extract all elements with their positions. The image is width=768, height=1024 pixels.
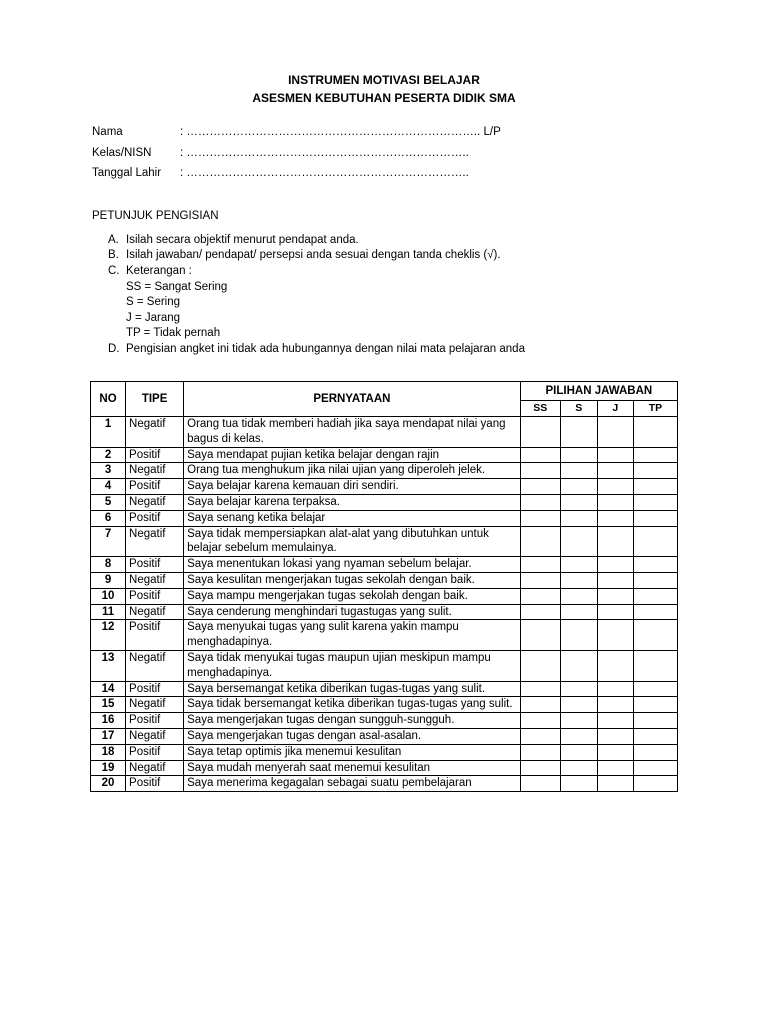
- instruction-letter: D.: [108, 342, 120, 355]
- row-statement: Saya menerima kegagalan sebagai suatu pembelajaran: [184, 776, 521, 792]
- row-type: Positif: [126, 620, 184, 651]
- answer-cell-ss[interactable]: [520, 697, 560, 713]
- table-row: [91, 681, 678, 697]
- table-row: [91, 713, 678, 729]
- row-statement: Saya tidak menyukai tugas maupun ujian meskipun mampu menghadapinya.: [184, 650, 521, 681]
- row-type: Positif: [126, 681, 184, 697]
- row-number: 5: [91, 494, 126, 510]
- answer-cell-s[interactable]: [560, 572, 597, 588]
- row-number: 13: [91, 650, 126, 681]
- row-statement: Saya tidak bersemangat ketika diberikan tugas-tugas yang sulit.: [184, 697, 521, 713]
- answer-cell-ss[interactable]: [520, 728, 560, 744]
- instruction-text: Pengisian angket ini tidak ada hubungannya dengan nilai mata pelajaran anda: [126, 342, 525, 355]
- answer-cell-j[interactable]: [597, 620, 633, 651]
- answer-cell-s[interactable]: [560, 604, 597, 620]
- answer-cell-tp[interactable]: [633, 557, 677, 573]
- row-number: 3: [91, 463, 126, 479]
- row-type: Negatif: [126, 697, 184, 713]
- answer-cell-tp[interactable]: [633, 572, 677, 588]
- header-option-tp: TP: [633, 401, 677, 417]
- answer-cell-j[interactable]: [597, 760, 633, 776]
- answer-cell-ss[interactable]: [520, 650, 560, 681]
- row-number: 7: [91, 526, 126, 557]
- answer-cell-ss[interactable]: [520, 744, 560, 760]
- answer-cell-s[interactable]: [560, 463, 597, 479]
- table-row: [91, 760, 678, 776]
- row-statement: Saya mampu mengerjakan tugas sekolah dengan baik.: [184, 588, 521, 604]
- answer-cell-tp[interactable]: [633, 697, 677, 713]
- answer-cell-j[interactable]: [597, 494, 633, 510]
- row-number: 19: [91, 760, 126, 776]
- identity-label: Kelas/NISN: [92, 146, 152, 159]
- answer-cell-j[interactable]: [597, 604, 633, 620]
- answer-cell-j[interactable]: [597, 510, 633, 526]
- identity-label: Nama: [92, 126, 123, 139]
- row-number: 12: [91, 620, 126, 651]
- answer-cell-s[interactable]: [560, 588, 597, 604]
- answer-cell-ss[interactable]: [520, 776, 560, 792]
- answer-cell-s[interactable]: [560, 744, 597, 760]
- row-number: 15: [91, 697, 126, 713]
- answer-cell-j[interactable]: [597, 572, 633, 588]
- row-number: 4: [91, 479, 126, 495]
- answer-cell-tp[interactable]: [633, 728, 677, 744]
- row-statement: Saya mudah menyerah saat menemui kesulitan: [184, 760, 521, 776]
- answer-cell-tp[interactable]: [633, 526, 677, 557]
- header-option-s: S: [560, 401, 597, 417]
- header-pernyataan: PERNYATAAN: [184, 382, 521, 417]
- answer-cell-s[interactable]: [560, 494, 597, 510]
- answer-cell-s[interactable]: [560, 681, 597, 697]
- header-option-ss: SS: [520, 401, 560, 417]
- table-row: [91, 728, 678, 744]
- table-row: [91, 604, 678, 620]
- row-statement: Saya senang ketika belajar: [184, 510, 521, 526]
- row-type: Negatif: [126, 417, 184, 448]
- answer-cell-ss[interactable]: [520, 620, 560, 651]
- row-type: Negatif: [126, 526, 184, 557]
- row-statement: Orang tua menghukum jika nilai ujian yang diperoleh jelek.: [184, 463, 521, 479]
- instructions-heading: PETUNJUK PENGISIAN: [92, 210, 219, 222]
- row-statement: Orang tua tidak memberi hadiah jika saya mendapat nilai yang bagus di kelas.: [184, 417, 521, 448]
- answer-cell-s[interactable]: [560, 713, 597, 729]
- answer-cell-tp[interactable]: [633, 681, 677, 697]
- answer-cell-tp[interactable]: [633, 479, 677, 495]
- answer-cell-s[interactable]: [560, 510, 597, 526]
- instruction-text: Isilah jawaban/ pendapat/ persepsi anda sesuai dengan tanda cheklis (√).: [126, 249, 501, 262]
- table-row: [91, 526, 678, 557]
- row-number: 1: [91, 417, 126, 448]
- row-number: 8: [91, 557, 126, 573]
- identity-row-kelas: [92, 143, 501, 164]
- answer-cell-tp[interactable]: [633, 447, 677, 463]
- row-number: 6: [91, 510, 126, 526]
- answer-cell-j[interactable]: [597, 479, 633, 495]
- answer-cell-s[interactable]: [560, 479, 597, 495]
- row-statement: Saya cenderung menghindari tugastugas yang sulit.: [184, 604, 521, 620]
- birth-date-field[interactable]: : ………………………………………………………………..: [180, 167, 469, 180]
- class-nisn-field[interactable]: : ………………………………………………………………..: [180, 146, 469, 159]
- answer-cell-s[interactable]: [560, 557, 597, 573]
- answer-cell-ss[interactable]: [520, 588, 560, 604]
- answer-cell-j[interactable]: [597, 557, 633, 573]
- answer-cell-tp[interactable]: [633, 417, 677, 448]
- answer-cell-j[interactable]: [597, 447, 633, 463]
- row-number: 11: [91, 604, 126, 620]
- instruction-letter: B.: [108, 249, 119, 262]
- answer-cell-j[interactable]: [597, 526, 633, 557]
- instruction-letter: C.: [108, 264, 120, 277]
- answer-cell-j[interactable]: [597, 697, 633, 713]
- answer-cell-j[interactable]: [597, 728, 633, 744]
- answer-cell-tp[interactable]: [633, 510, 677, 526]
- answer-cell-s[interactable]: [560, 526, 597, 557]
- row-statement: Saya mendapat pujian ketika belajar dengan rajin: [184, 447, 521, 463]
- table-row: [91, 697, 678, 713]
- answer-cell-j[interactable]: [597, 417, 633, 448]
- row-type: Negatif: [126, 650, 184, 681]
- table-row: [91, 776, 678, 792]
- row-number: 10: [91, 588, 126, 604]
- answer-cell-ss[interactable]: [520, 463, 560, 479]
- instruction-text: Keterangan :: [126, 264, 192, 277]
- answer-cell-j[interactable]: [597, 588, 633, 604]
- identity-label: Tanggal Lahir: [92, 167, 162, 180]
- row-number: 17: [91, 728, 126, 744]
- answer-cell-tp[interactable]: [633, 494, 677, 510]
- answer-cell-ss[interactable]: [520, 572, 560, 588]
- table-row: [91, 510, 678, 526]
- row-type: Positif: [126, 776, 184, 792]
- table-row: [91, 572, 678, 588]
- questionnaire-table: [90, 381, 678, 792]
- name-field[interactable]: : ………………………………………………………………….. L/P: [180, 126, 501, 139]
- document-title: INSTRUMEN MOTIVASI BELAJAR: [288, 73, 480, 87]
- answer-cell-j[interactable]: [597, 650, 633, 681]
- table-row: [91, 479, 678, 495]
- header-no: NO: [91, 382, 126, 417]
- row-number: 16: [91, 713, 126, 729]
- row-type: Positif: [126, 713, 184, 729]
- instruction-item: [108, 248, 525, 264]
- answer-cell-tp[interactable]: [633, 713, 677, 729]
- identity-row-tanggal: [92, 163, 501, 184]
- row-type: Negatif: [126, 728, 184, 744]
- table-row: [91, 588, 678, 604]
- answer-cell-tp[interactable]: [633, 650, 677, 681]
- answer-cell-j[interactable]: [597, 744, 633, 760]
- legend-ss: SS = Sangat Sering: [126, 280, 228, 293]
- row-type: Positif: [126, 447, 184, 463]
- legend-s: S = Sering: [126, 296, 181, 309]
- row-type: Positif: [126, 557, 184, 573]
- identity-section: [92, 122, 501, 184]
- questionnaire-body: [91, 417, 678, 792]
- answer-cell-ss[interactable]: [520, 760, 560, 776]
- row-statement: Saya kesulitan mengerjakan tugas sekolah dengan baik.: [184, 572, 521, 588]
- answer-cell-tp[interactable]: [633, 776, 677, 792]
- legend-tp: TP = Tidak pernah: [126, 327, 221, 340]
- answer-cell-tp[interactable]: [633, 760, 677, 776]
- answer-cell-s[interactable]: [560, 760, 597, 776]
- row-statement: Saya tetap optimis jika menemui kesulitan: [184, 744, 521, 760]
- answer-cell-tp[interactable]: [633, 463, 677, 479]
- row-number: 20: [91, 776, 126, 792]
- table-row: [91, 557, 678, 573]
- answer-cell-j[interactable]: [597, 681, 633, 697]
- instruction-item: [108, 232, 525, 248]
- row-statement: Saya mengerjakan tugas dengan sungguh-sungguh.: [184, 713, 521, 729]
- answer-cell-ss[interactable]: [520, 494, 560, 510]
- header-tipe: TIPE: [126, 382, 184, 417]
- row-statement: Saya tidak mempersiapkan alat-alat yang dibutuhkan untuk belajar sebelum memulainya.: [184, 526, 521, 557]
- row-type: Positif: [126, 744, 184, 760]
- answer-cell-ss[interactable]: [520, 447, 560, 463]
- row-type: Negatif: [126, 463, 184, 479]
- answer-cell-s[interactable]: [560, 776, 597, 792]
- answer-cell-s[interactable]: [560, 620, 597, 651]
- answer-cell-j[interactable]: [597, 463, 633, 479]
- row-type: Negatif: [126, 760, 184, 776]
- row-type: Negatif: [126, 604, 184, 620]
- table-row: [91, 447, 678, 463]
- answer-cell-ss[interactable]: [520, 604, 560, 620]
- row-number: 18: [91, 744, 126, 760]
- table-row: [91, 463, 678, 479]
- row-statement: Saya belajar karena kemauan diri sendiri.: [184, 479, 521, 495]
- answer-cell-tp[interactable]: [633, 604, 677, 620]
- answer-cell-ss[interactable]: [520, 713, 560, 729]
- answer-cell-ss[interactable]: [520, 510, 560, 526]
- answer-cell-ss[interactable]: [520, 681, 560, 697]
- answer-cell-s[interactable]: [560, 417, 597, 448]
- answer-cell-s[interactable]: [560, 447, 597, 463]
- instruction-text: Isilah secara objektif menurut pendapat anda.: [126, 233, 359, 246]
- table-row: [91, 620, 678, 651]
- answer-cell-j[interactable]: [597, 776, 633, 792]
- header-option-j: J: [597, 401, 633, 417]
- answer-cell-j[interactable]: [597, 713, 633, 729]
- row-statement: Saya menyukai tugas yang sulit karena yakin mampu menghadapinya.: [184, 620, 521, 651]
- row-statement: Saya mengerjakan tugas dengan asal-asalan.: [184, 728, 521, 744]
- identity-row-nama: [92, 122, 501, 143]
- row-number: 9: [91, 572, 126, 588]
- row-type: Negatif: [126, 494, 184, 510]
- row-number: 14: [91, 681, 126, 697]
- instruction-item: [108, 263, 525, 279]
- table-row: [91, 744, 678, 760]
- row-type: Positif: [126, 479, 184, 495]
- legend-j: J = Jarang: [126, 311, 181, 324]
- row-statement: Saya belajar karena terpaksa.: [184, 494, 521, 510]
- row-type: Positif: [126, 588, 184, 604]
- answer-cell-ss[interactable]: [520, 526, 560, 557]
- row-type: Positif: [126, 510, 184, 526]
- answer-cell-s[interactable]: [560, 650, 597, 681]
- answer-cell-ss[interactable]: [520, 479, 560, 495]
- row-number: 2: [91, 447, 126, 463]
- instruction-item: [108, 341, 525, 357]
- answer-cell-ss[interactable]: [520, 557, 560, 573]
- answer-cell-ss[interactable]: [520, 417, 560, 448]
- table-row: [91, 650, 678, 681]
- header-pilihan-jawaban: PILIHAN JAWABAN: [520, 382, 677, 401]
- row-type: Negatif: [126, 572, 184, 588]
- answer-cell-s[interactable]: [560, 728, 597, 744]
- document-subtitle: ASESMEN KEBUTUHAN PESERTA DIDIK SMA: [252, 91, 516, 105]
- row-statement: Saya menentukan lokasi yang nyaman sebelum belajar.: [184, 557, 521, 573]
- answer-cell-s[interactable]: [560, 697, 597, 713]
- answer-cell-tp[interactable]: [633, 744, 677, 760]
- instructions-list: [108, 232, 525, 357]
- answer-cell-tp[interactable]: [633, 620, 677, 651]
- answer-cell-tp[interactable]: [633, 588, 677, 604]
- instruction-letter: A.: [108, 233, 119, 246]
- table-row: [91, 417, 678, 448]
- table-row: [91, 494, 678, 510]
- row-statement: Saya bersemangat ketika diberikan tugas-tugas yang sulit.: [184, 681, 521, 697]
